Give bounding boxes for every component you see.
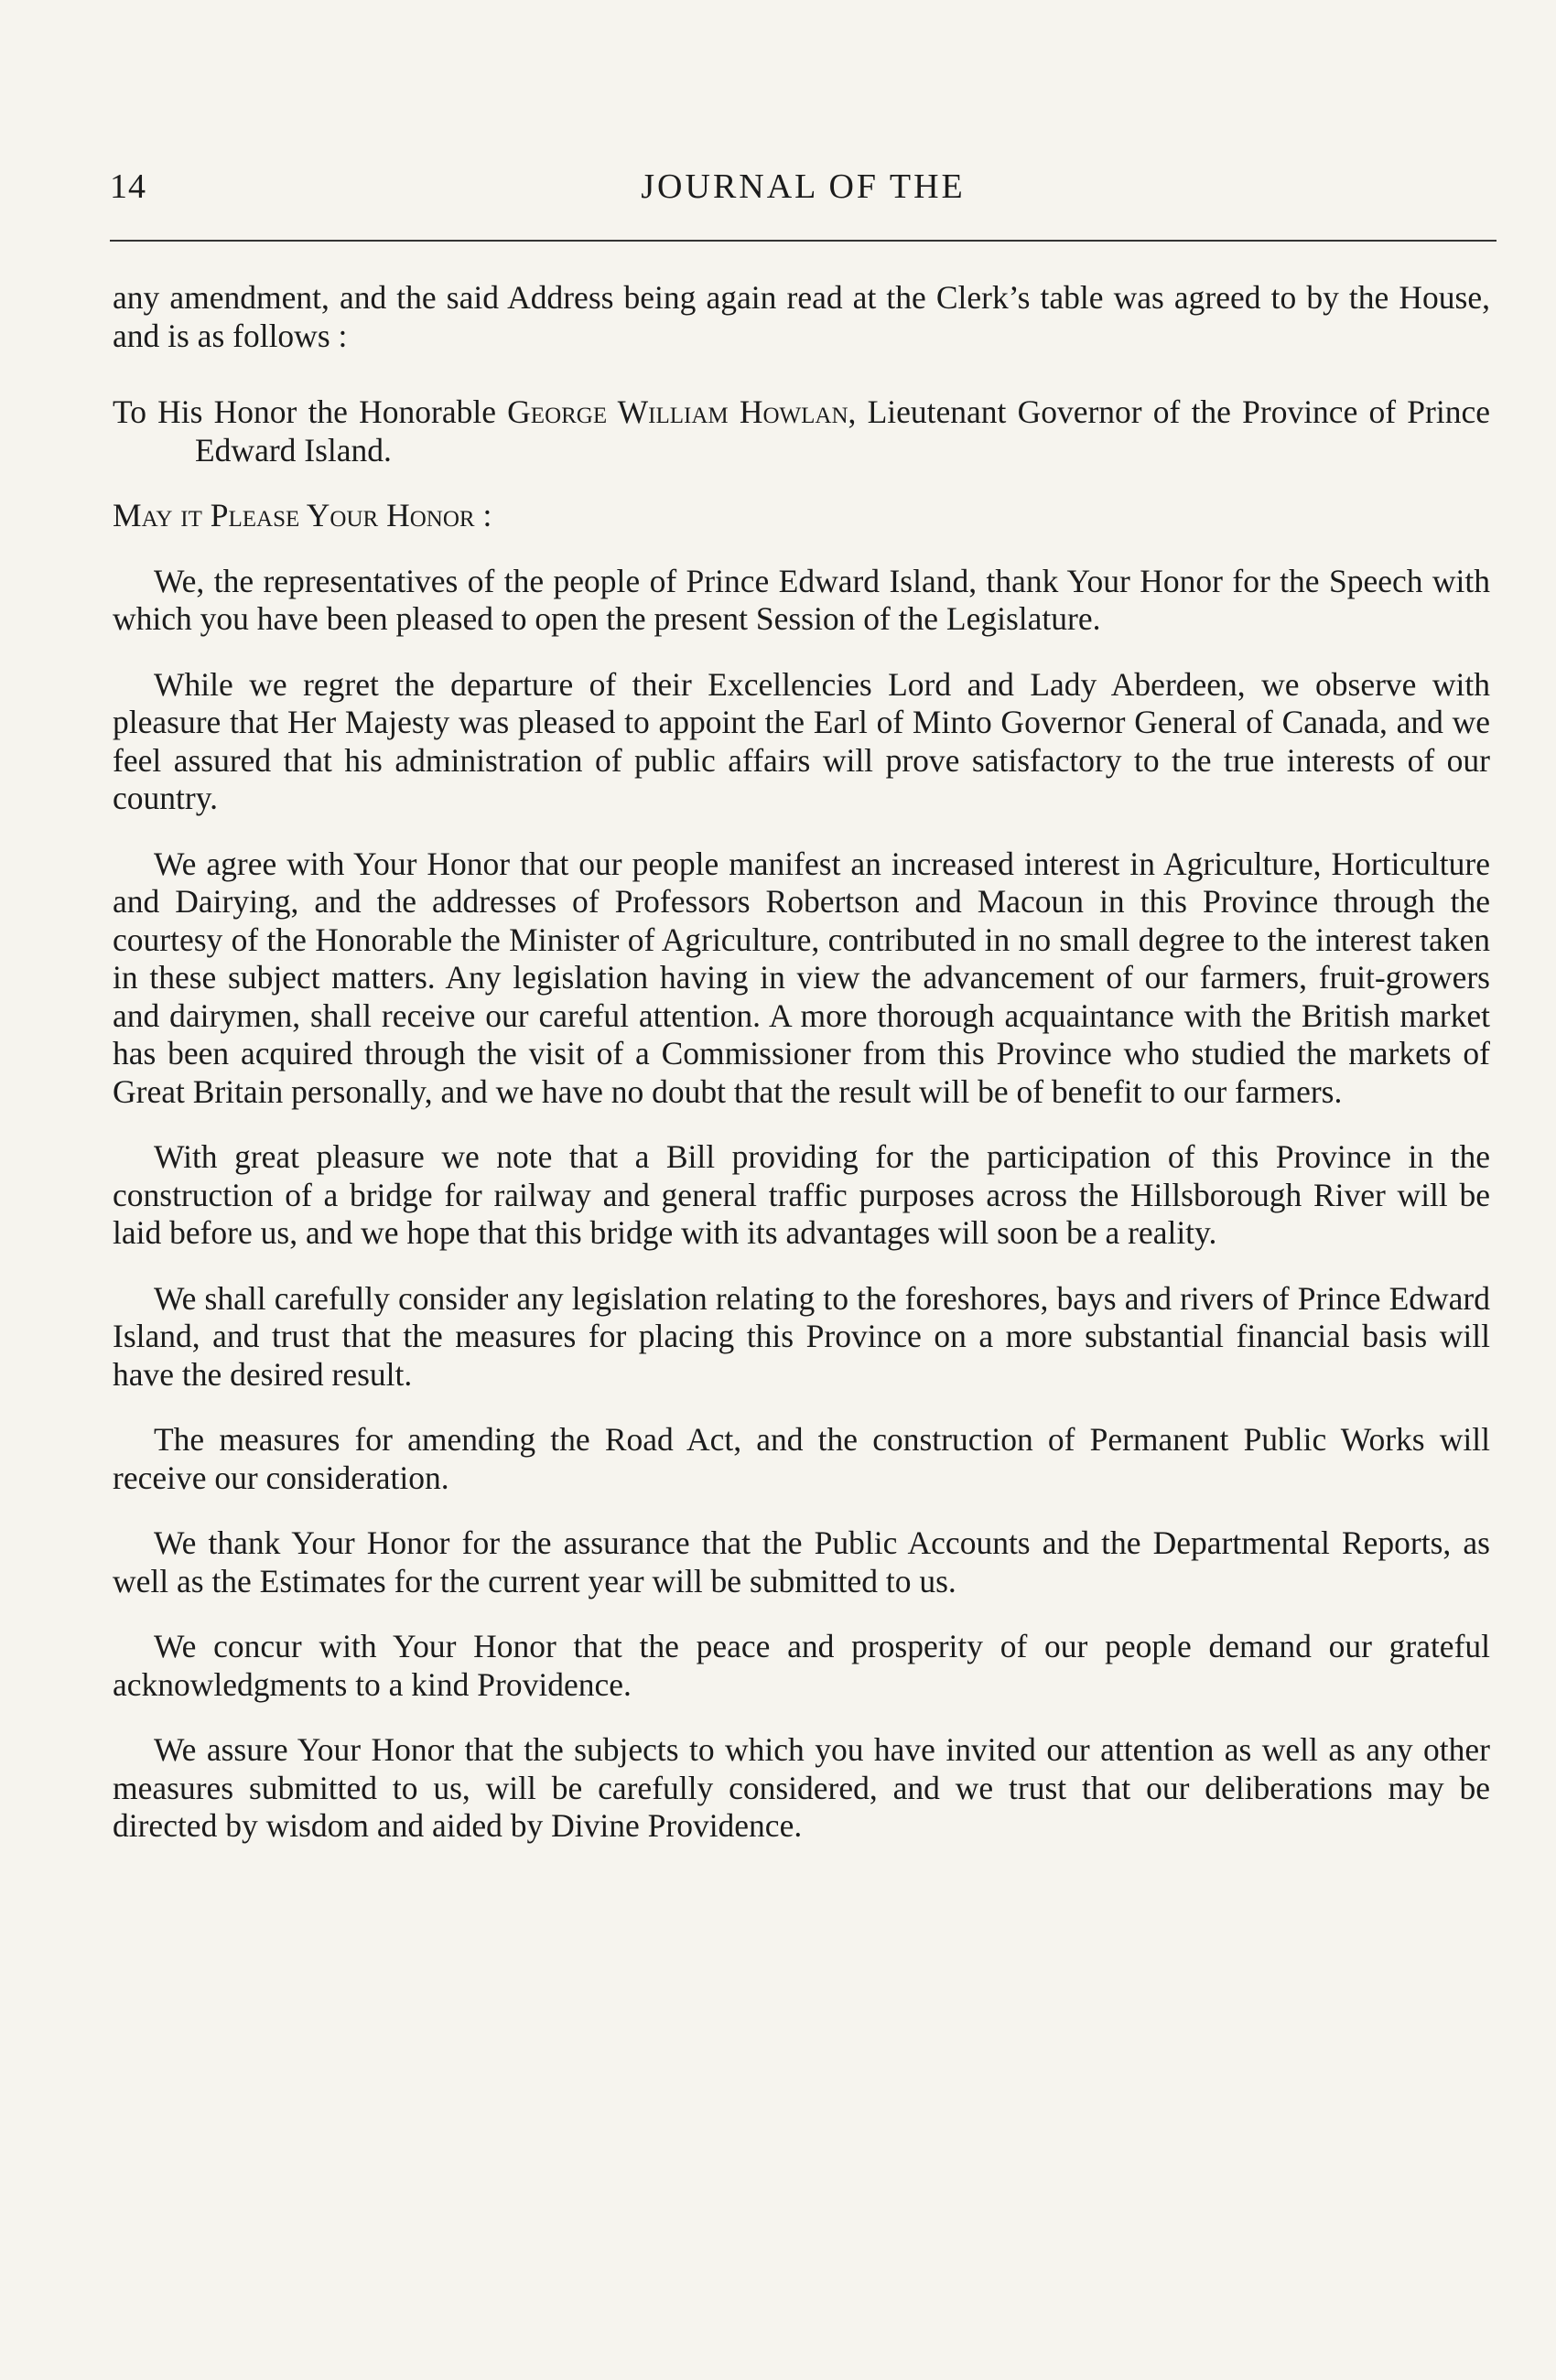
intro-paragraph: any amendment, and the said Address being again read at the Clerk’s table was agreed to by the House, and is as follows :: [113, 279, 1490, 354]
paragraph-public-accounts: We thank Your Honor for the assurance that the Public Accounts and the Departmental Reports, as well as the Estimates for the current year will be submitted to us.: [113, 1524, 1490, 1599]
paragraph-closing: We assure Your Honor that the subjects to which you have invited our attention as well as any other measures submitted to us, will be carefully considered, and we trust that our deliberations may be directed by wisdom and aided by Divine Providence.: [113, 1731, 1490, 1844]
paragraph-bridge: With great pleasure we note that a Bill providing for the participation of this Province in the construction of a bridge for railway and general traffic purposes across the Hillsborough River will be laid before us, and we hope that this bridge with its advantages will soon be a reality.: [113, 1138, 1490, 1251]
paragraph-agriculture: We agree with Your Honor that our people manifest an increased interest in Agriculture, Horticulture and Dairying, and the addresses of Professors Robertson and Macoun in this Province through the courtesy of the Honorable the Minister of Agriculture, contributed in no small degree to the interest taken in these subject matters. Any legislation having in view the advancement of our farmers, fruit-growers and dairymen, shall receive our careful attention. A more thorough acquaintance with the British market has been acquired through the visit of a Commissioner from this Province who studied the markets of Great Britain personally, and we have no doubt that the result will be of benefit to our farmers.: [113, 845, 1490, 1110]
page-header: [110, 167, 1497, 221]
paragraph-governor-general: While we regret the departure of their Excellencies Lord and Lady Aberdeen, we observe with pleasure that Her Majesty was pleased to appoint the Earl of Minto Governor General of Canada, and we feel assured that his administration of public affairs will prove satisfactory to the true interests of our country.: [113, 665, 1490, 816]
body-text: [113, 279, 1490, 1873]
address-prefix: To His Honor the Honorable: [113, 393, 508, 430]
paragraph-foreshores: We shall carefully consider any legislation relating to the foreshores, bays and rivers of Prince Edward Island, and trust that the measures for placing this Province on a more substantial financial basis will have the desired result.: [113, 1279, 1490, 1393]
salutation: May it Please Your Honor :: [113, 497, 492, 533]
running-head: JOURNAL OF THE: [641, 167, 966, 206]
governor-name: George William Howlan: [507, 393, 848, 430]
paragraph-road-act: The measures for amending the Road Act, and the construction of Permanent Public Works will receive our consideration.: [113, 1421, 1490, 1496]
paragraph-thanks: We, the representatives of the people of Prince Edward Island, thank Your Honor for the Speech with which you have been pleased to open the present Session of the Legislature.: [113, 562, 1490, 637]
page-number: 14: [110, 167, 146, 206]
address-heading: [113, 393, 1490, 469]
header-rule: [110, 240, 1497, 242]
address-suffix: , Lieutenant Governor of the Province of Prince Edward Island.: [195, 393, 1490, 468]
paragraph-providence: We concur with Your Honor that the peace and prosperity of our people demand our grateful acknowledgments to a kind Providence.: [113, 1628, 1490, 1703]
